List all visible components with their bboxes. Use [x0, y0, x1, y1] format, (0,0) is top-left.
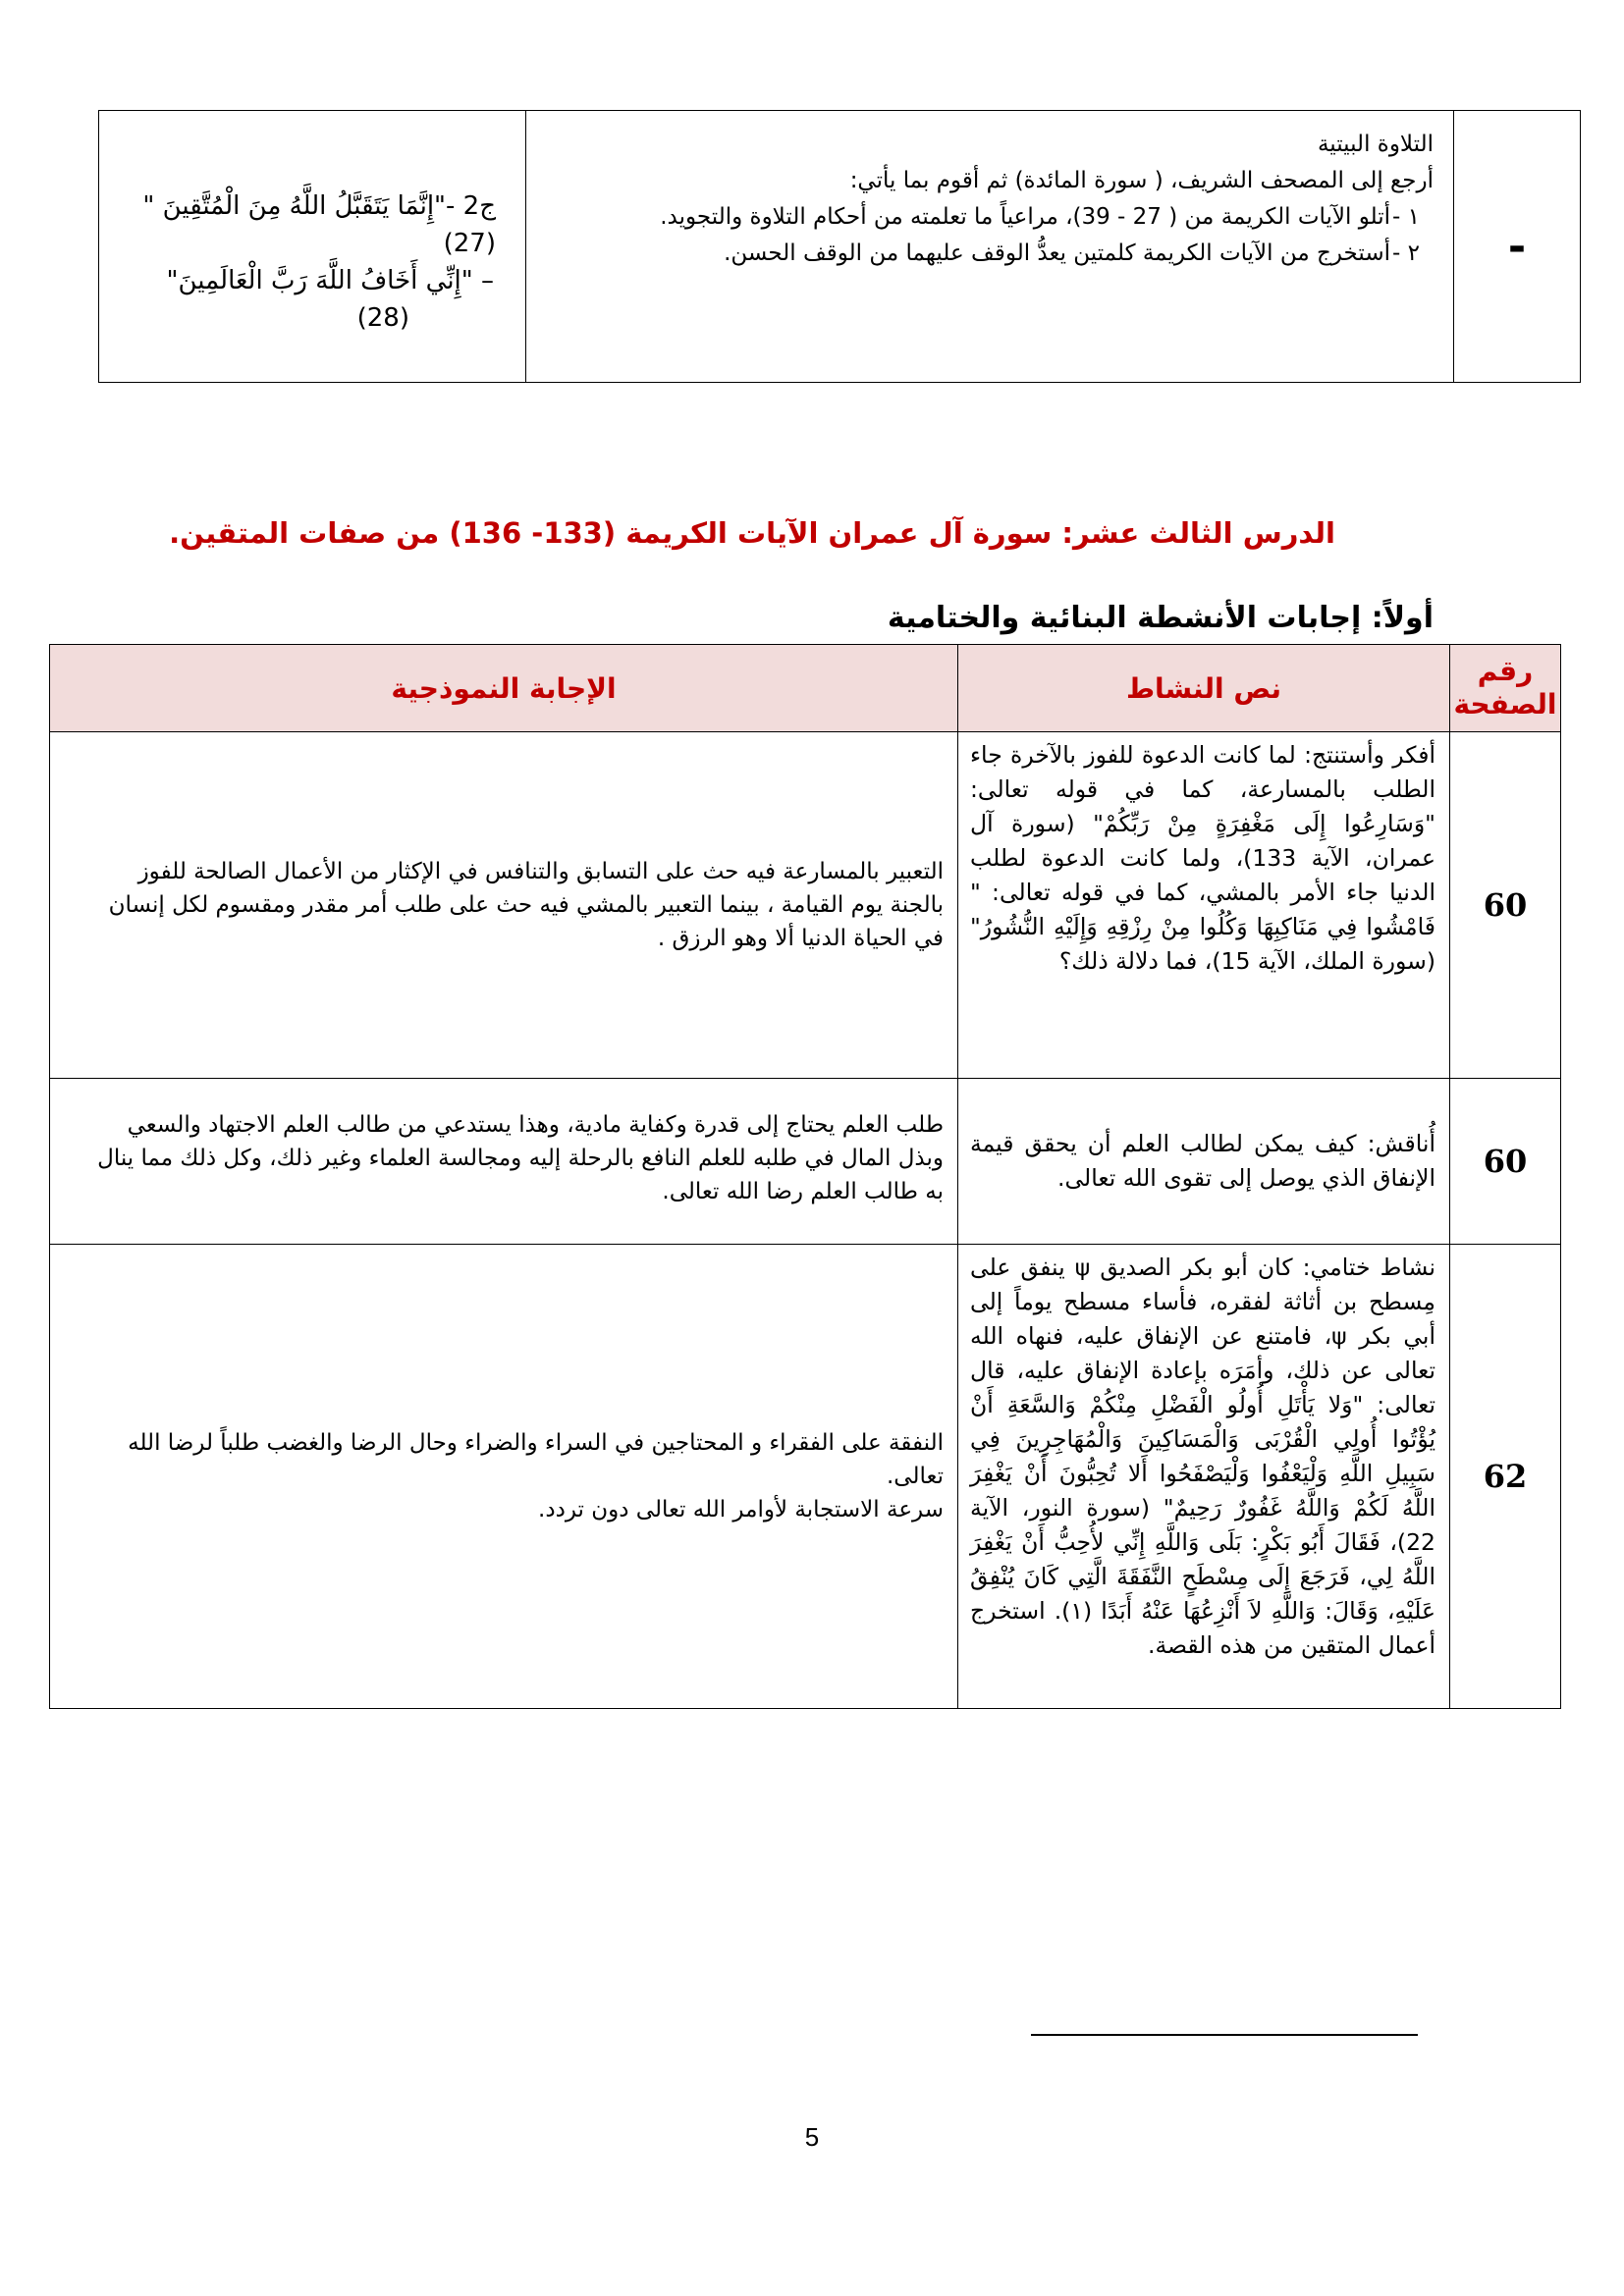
table-header-row [50, 645, 1561, 732]
answer-line: (28) [356, 303, 409, 333]
answer-line: النفقة على الفقراء و المحتاجين في السراء والضراء وحال الرضا والغضب طلباً لرضا الله تعالى. [128, 1430, 944, 1489]
header-page-line: الصفحة [1453, 688, 1557, 721]
answer-line: ج2 -"إِنَّمَا يَتَقَبَّلُ اللَّهُ مِنَ الْمُتَّقِينَ "(27) [142, 191, 496, 258]
activity-steps-list [546, 199, 1434, 272]
table-row [99, 111, 1581, 383]
activity-text-cell: نشاط ختامي: كان أبو بكر الصديق ψ ينفق على مِسطح بن أثاثة لفقره، فأساء مسطح يوماً إلى أبي بكر ψ، فامتنع عن الإنفاق عليه، فنهاه الله تعالى عن ذلك، وأمَرَه بإعادة الإنفاق عليه، قال تعالى: "وَلا يَأْتَلِ أُولُو الْفَضْلِ مِنْكُمْ وَالسَّعَةِ أَنْ يُؤْتُوا أُولِي الْقُرْبَى وَالْمَسَاكِينَ وَالْمُهَاجِرِينَ فِي سَبِيلِ اللَّهِ وَلْيَعْفُوا وَلْيَصْفَحُوا أَلا تُحِبُّونَ أَنْ يَغْفِرَ اللَّهُ لَكُمْ وَاللَّهُ غَفُورٌ رَحِيمٌ" (سورة النور، الآية 22)، فَقَالَ أَبُو بَكْرٍ: بَلَى وَاللَّهِ إِنِّي لأُحِبُّ أَنْ يَغْفِرَ اللَّهُ لِي، فَرَجَعَ إِلَى مِسْطَحٍ النَّفَقَةَ الَّتِي كَانَ يُنْفِقُ عَلَيْهِ، وَقَالَ: وَاللَّهِ لاَ أَنْزِعُهَا عَنْهُ أَبَدًا (١). استخرج أعمال المتقين من هذه القصة. [958, 1245, 1450, 1709]
activity-text-cell: أفكر وأستنتج: لما كانت الدعوة للفوز بالآخرة جاء الطلب بالمسارعة، كما في قوله تعالى: "وَسَارِعُوا إِلَى مَغْفِرَةٍ مِنْ رَبِّكُمْ" (سورة آل عمران، الآية 133)، ولما كانت الدعوة لطلب الدنيا جاء الأمر بالمشي، كما في قوله تعالى: " فَامْشُوا فِي مَنَاكِبِهَا وَكُلُوا مِنْ رِزْقِهِ وَإِلَيْهِ النُّشُورُ" (سورة الملك، الآية 15)، فما دلالة ذلك؟ [958, 732, 1450, 1079]
model-answer-cell [50, 1245, 958, 1709]
answer-cell [99, 111, 526, 383]
model-answer-cell: طلب العلم يحتاج إلى قدرة وكفاية مادية، وهذا يستدعي من طالب العلم الاجتهاد والسعي وبذل المال في طلبه للعلم النافع بالرحلة إليه ومجالسة العلماء وغير ذلك، وكل ذلك مما ينال به طالب العلم رضا الله تعالى. [50, 1079, 958, 1245]
list-number: ١ - [1392, 204, 1420, 230]
list-number: ٢ - [1392, 240, 1420, 266]
activities-answers-table [49, 644, 1561, 1709]
page-number-cell: 60 [1450, 1079, 1561, 1245]
list-text: أتلو الآيات الكريمة من ( 27 - 39)، مراعياً ما تعلمته من أحكام التلاوة والتجويد. [660, 204, 1390, 230]
row-marker: - [1454, 111, 1581, 383]
section-title: أولاً: إجابات الأنشطة البنائية والختامية [887, 601, 1434, 635]
activity-title: التلاوة البيتية [1317, 132, 1434, 157]
answer-line: سرعة الاستجابة لأوامر الله تعالى دون تردد. [538, 1497, 944, 1522]
header-model-answer: الإجابة النموذجية [50, 645, 958, 732]
page-number-cell: 60 [1450, 732, 1561, 1079]
footnote-separator [1031, 2034, 1418, 2036]
list-item [546, 199, 1420, 236]
activity-text-cell: أُناقش: كيف يمكن لطالب العلم أن يحقق قيمة الإنفاق الذي يوصل إلى تقوى الله تعالى. [958, 1079, 1450, 1245]
table-row [50, 1079, 1561, 1245]
header-page-number [1450, 645, 1561, 732]
table-row [50, 1245, 1561, 1709]
answer-line: – "إِنِّي أَخَافُ اللَّهَ رَبَّ الْعَالَمِينَ" [166, 266, 494, 295]
model-answer-cell: التعبير بالمسارعة فيه حث على التسابق والتنافس في الإكثار من الأعمال الصالحة للفوز بالجنة يوم القيامة ، بينما التعبير بالمشي فيه حث على طلب أمر مقدر ومقسوم لكل إنسان في الحياة الدنيا ألا وهو الرزق . [50, 732, 958, 1079]
lesson-title: الدرس الثالث عشر: سورة آل عمران الآيات الكريمة (133- 136) من صفات المتقين. [169, 516, 1335, 550]
page-number: 5 [804, 2122, 820, 2152]
home-recitation-table [98, 110, 1581, 383]
activity-intro: أرجع إلى المصحف الشريف، ( سورة المائدة) ثم أقوم بما يأتي: [849, 168, 1434, 193]
page-number-cell: 62 [1450, 1245, 1561, 1709]
header-activity-text: نص النشاط [958, 645, 1450, 732]
list-text: أستخرج من الآيات الكريمة كلمتين يعدُّ الوقف عليهما من الوقف الحسن. [724, 240, 1390, 266]
table-row [50, 732, 1561, 1079]
header-page-line: رقم [1477, 655, 1534, 687]
activity-text-cell [526, 111, 1454, 383]
list-item [546, 236, 1420, 272]
